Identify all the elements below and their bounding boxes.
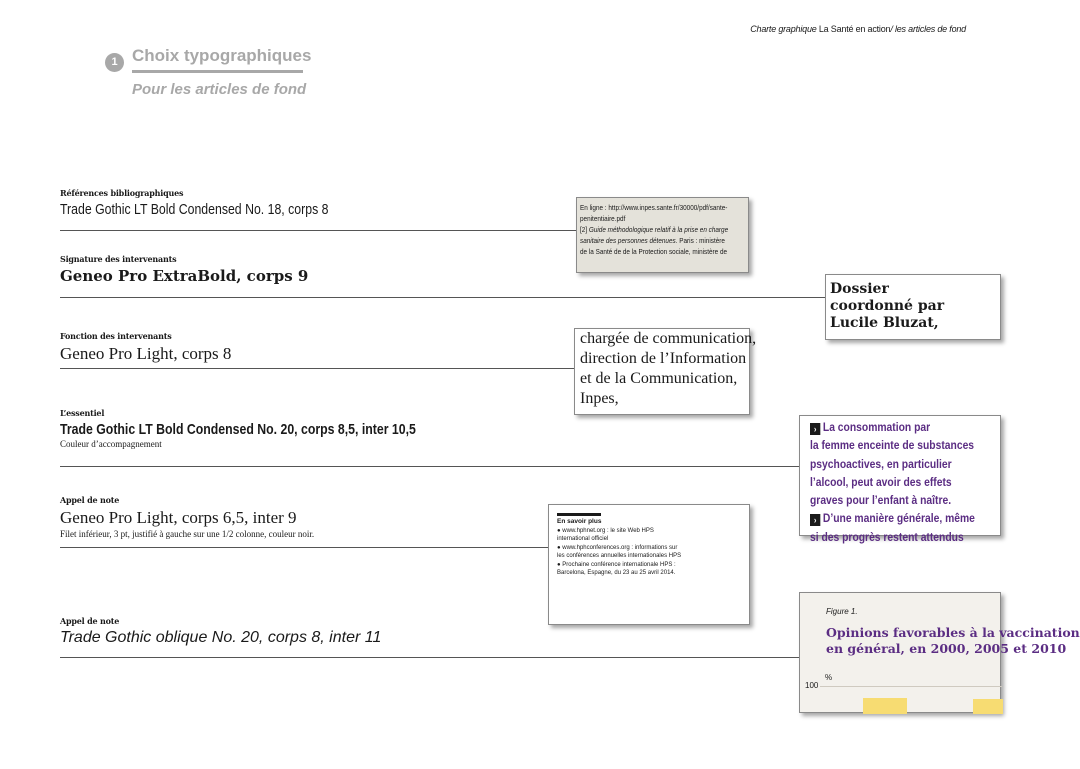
note-line: ● www.hphconferences.org : informations sur — [557, 544, 678, 551]
header-middle: La Santé en action — [816, 24, 891, 34]
spec-label: L’essentiel — [60, 408, 105, 418]
chapter-title: Choix typographiques — [132, 46, 312, 65]
note-line: les conférences annuelles internationales HPS — [557, 553, 682, 559]
chapter-underline — [132, 70, 303, 73]
note-line: ● Prochaine conférence internationale HPS : — [557, 561, 676, 568]
figure-title-line: Opinions favorables à la vaccination — [826, 625, 1080, 640]
figure-unit: % — [825, 673, 833, 682]
signature-line: Lucile Bluzat, — [830, 315, 939, 331]
spec-value: Trade Gothic LT Bold Condensed No. 20, corps 8,5, inter 10,5 — [60, 421, 416, 438]
spec-essentiel — [60, 408, 494, 449]
spec-label: Fonction des intervenants — [60, 331, 172, 341]
figure-bar — [973, 699, 1003, 714]
divider-rule — [60, 297, 825, 298]
spec-references — [60, 188, 387, 218]
spec-value: Trade Gothic oblique No. 20, corps 8, inter 11 — [60, 629, 382, 646]
sample-signature — [825, 274, 1001, 340]
essentiel-line: psychoactives, en particulier — [810, 456, 952, 471]
spec-signature — [60, 254, 308, 285]
chapter-number-badge: 1 — [105, 53, 124, 72]
figure-tick-100: 100 — [805, 681, 819, 690]
spec-value: Geneo Pro ExtraBold, corps 9 — [60, 267, 309, 285]
header-prefix: Charte graphique — [750, 24, 817, 34]
spec-label: Appel de note — [60, 495, 120, 505]
essentiel-line: l’alcool, peut avoir des effets — [810, 474, 952, 489]
figure-label: Figure 1. — [826, 607, 858, 616]
spec-appel-note-2 — [60, 616, 381, 647]
essentiel-line: D’une manière générale, même — [822, 511, 975, 526]
sample-fonction — [574, 328, 757, 415]
arrow-right-icon: › — [810, 514, 820, 526]
ref-line: penitentiaire.pdf — [580, 214, 626, 223]
sample-note — [548, 504, 750, 625]
divider-rule — [60, 466, 800, 467]
figure-bar — [863, 698, 907, 714]
spec-note: Couleur d’accompagnement — [60, 439, 162, 449]
spec-value: Geneo Pro Light, corps 8 — [60, 344, 232, 363]
signature-line: Dossier — [830, 281, 889, 297]
spec-label: Appel de note — [60, 616, 120, 626]
signature-line: coordonné par — [830, 298, 945, 314]
ref-line: En ligne : http://www.inpes.sante.fr/30000/pdf/sante- — [580, 203, 728, 212]
sample-essentiel — [799, 415, 1001, 544]
running-header — [750, 24, 966, 34]
note-line: Barcelona, Espagne, du 23 au 25 avril 2014. — [557, 570, 676, 576]
divider-rule — [60, 230, 576, 231]
essentiel-line: graves pour l’enfant à naître. — [810, 493, 952, 508]
figure-title-line: en général, en 2000, 2005 et 2010 — [826, 641, 1067, 656]
ref-line: Paris : ministère — [677, 236, 725, 245]
note-line: ● www.hphnet.org : le site Web HPS — [557, 527, 654, 534]
spec-note: Filet inférieur, 3 pt, justifié à gauche sur une 1/2 colonne, couleur noir. — [60, 529, 315, 539]
fonction-line: direction de l’Information — [580, 350, 747, 367]
ref-title: sanitaire des personnes détenues. — [580, 236, 678, 245]
spec-label: Signature des intervenants — [60, 254, 177, 264]
essentiel-line: La consommation par — [822, 420, 931, 434]
divider-rule — [60, 657, 800, 658]
essentiel-line: la femme enceinte de substances — [810, 438, 975, 453]
ref-line: de la Santé de de la Protection sociale, ministère de — [580, 247, 728, 256]
essentiel-line: si des progrès restent attendus — [810, 529, 964, 544]
divider-rule — [60, 547, 548, 548]
note-title: En savoir plus — [557, 518, 602, 525]
fonction-line: Inpes, — [580, 390, 619, 407]
figure-gridline — [820, 686, 1002, 687]
fonction-line: et de la Communication, — [580, 370, 738, 387]
ref-title: Guide méthodologique relatif à la prise en charge — [588, 225, 729, 234]
spec-label: Références bibliographiques — [60, 188, 184, 198]
spec-fonction — [60, 331, 231, 364]
ref-number: [2] — [580, 225, 589, 234]
spec-appel-note-1 — [60, 495, 314, 539]
divider-rule — [60, 368, 574, 369]
arrow-right-icon: › — [810, 423, 820, 435]
note-top-rule — [557, 513, 601, 516]
fonction-line: chargée de communication, — [580, 330, 757, 347]
note-line: international officiel — [557, 536, 609, 542]
chapter-subtitle: Pour les articles de fond — [132, 81, 307, 98]
spec-value: Trade Gothic LT Bold Condensed No. 18, corps 8 — [60, 201, 329, 218]
sample-references — [576, 197, 749, 273]
spec-value: Geneo Pro Light, corps 6,5, inter 9 — [60, 508, 297, 527]
header-suffix: / les articles de fond — [890, 24, 966, 34]
sample-figure — [799, 592, 1080, 713]
